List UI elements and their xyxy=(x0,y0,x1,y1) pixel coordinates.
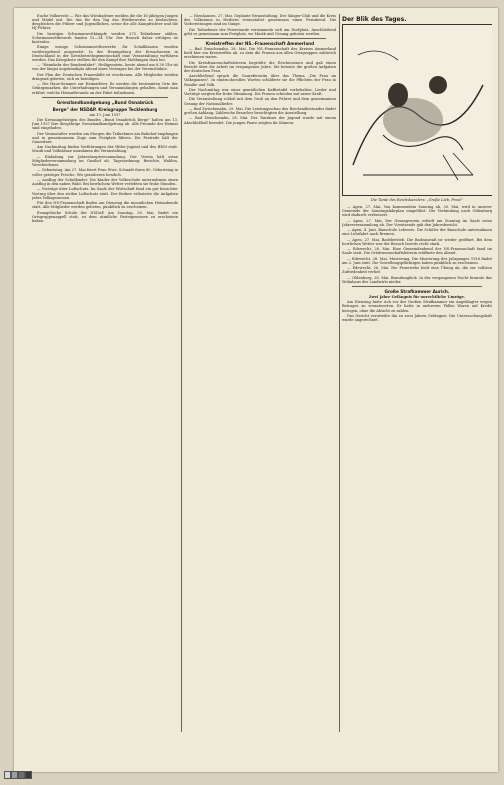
column-rule xyxy=(181,14,182,732)
cartoon-caption: Die Tante des Reichskanzlers: „Große Lieb, Frau!" xyxy=(370,198,464,202)
column-right xyxy=(342,14,492,734)
paragraph: Die heutigen Schwimmwettkämpfe werden 275 Teilnehmer zählen. Schwimmwettbewerb fanden 12—14 Uhr. Der Besuch daher erfolgen ist kostenlos. xyxy=(32,31,178,45)
paragraph: — Bad Zwischenahn, 28. Mai. Der Tanzkurs der Jugend wurde mit einem Abschlußball beendet. Die jungen Paare zeigten ihr Können. xyxy=(184,116,336,125)
cartoon-drawing xyxy=(343,25,492,195)
article-subheading: Zwei Jahre Gefängnis für unrechtliche Umzüge. xyxy=(368,295,466,300)
divider xyxy=(352,286,482,287)
paragraph: — "Heimkehr der Bombenfahrt". Heiligenstein, heute abend um 8.30 Uhr ist von der längst angekündigte Abend eines Vortrages bei der Vereinsbühne. xyxy=(32,63,178,72)
paragraph: — Apen, 27. Mai. Von kommendem Sonntag ab, 30. Mai, wird in unserer Gemeinde der Sonntagsfahrplan eingeführt. Die Verbindung nach Oldenburg wird dadurch verbessert. xyxy=(342,205,492,218)
article-heading: Kreistreffen der NS.-Frauenschaft Ammerland xyxy=(205,40,315,46)
newspaper-page xyxy=(14,8,498,772)
paragraph: — Edewecht, 28. Mai. Musterung. Die Musterung des Jahrganges 1916 findet am 2. Juni statt. Die Gestellungspflichtigen haben pünktlich zu erscheinen. xyxy=(342,256,492,265)
paragraph: — Geburtstag. Am 27. Mai feiert Frau Wwe. Schmidt ihren 80. Geburtstag in voller geistiger Frische. Wir gratulieren herzlich. xyxy=(32,168,178,177)
paragraph: Das Gericht verurteilte ihn zu zwei Jahren Gefängnis. Die Untersuchungshaft wurde angerechnet. xyxy=(342,313,492,323)
paragraph: — Nienhausen, 27. Mai. Geplante Veranstaltung. Der Sänger-Club und die Kreis des Volkstums in Herbern veranstaltet gemeinsam einen Festabend. Die Vorbereitungen sind im Gange. xyxy=(184,14,336,27)
paragraph: Die Veranstaltung schloß mit dem Gruß an den Führer und dem gemeinsamen Gesang der Nationallieder. xyxy=(184,97,336,106)
article-date: am 13. Juni 1937 xyxy=(89,112,121,117)
paragraph: — Bad Zwischenahn, 29. Mai. Die Leistungsschau des Reichsnährstandes findet großen Anklang. Zahlreiche Besucher besichtigten die Ausstellung. xyxy=(184,106,336,116)
paragraph: Anschließend sprach die Gaureferentin über das Thema „Die Frau im Volksganzen". In eindrucksvollen Worten schilderte sie die Pflichten der Frau in Familie und Volk. xyxy=(184,74,336,87)
paragraph: — Die Haus-Sommer zur Heimatfeier. Es werden die bestimmten Orte der Gebirgsmarken, die Unterhaltungen und Versammlungen gehalten, damit man erfährt, welche Heimatfreunde an der Fahrt teilnehmen. xyxy=(32,82,178,95)
article-heading-continued: Berge" der NSDAP. Kreisgruppe Tecklenburg xyxy=(52,106,158,112)
article-heading: Grenzlandkundgebung „Bund Osnabrück xyxy=(56,99,154,105)
paragraph: — Vorträge über Luftschutz. Im Saale der Wirtschaft fand ein gut besuchter Vortrag über den zivilen Luftschutz statt. Der Redner erläuterte die Aufgaben jedes Volksgenossen. xyxy=(32,187,178,200)
paragraph: Euche Volksrecht — Wie das Wiesbadener melden die die 16 jährigen Jungen und Mädel mit. Die das für den Tag das Wettbewerbs zu beobachten, desgleichen die Führer und Jugendlichen, sowie die alle Kampfrichter und die HJ-Führer. xyxy=(32,14,178,31)
paragraph: — Apen, 27. Mai. Badebetrieb. Die Badeanstalt ist wieder geöffnet. Bei dem herrlichen Wetter war der Besuch bereits recht stark. xyxy=(342,237,492,246)
paragraph: Einige wenige Schwimmwettbewerbe für Schulklassen wurden vorübergehend ausgesetzt. In der Hennigsberg der Erwachsenen in Deutschland in der Kreisbetriebsgemeinschaft eine Veranstaltung vorführen werden. Das Kriegsbote stellten für den Kampf ihre Meldungen dazu bei. xyxy=(32,45,178,62)
paragraph: — Ausflug der Schulkinder. Die Kinder der Volksschule unternahmen einen Ausflug in den nahen Wald. Bei herrlichem Wetter verlebten sie frohe Stunden. xyxy=(32,177,178,187)
paragraph: Für den NS-Frauenschaft finden am Dienstag die monatlichen Heimabende statt. Alle Mitglieder werden gebeten, pünktlich zu erscheinen. xyxy=(32,201,178,210)
cartoon-illustration xyxy=(342,24,492,196)
paragraph: Am Nachmittag finden Vorführungen der Hitler-Jugend und des BDM statt. Musik und Volkstänze umrahmen die Veranstaltung. xyxy=(32,145,178,154)
paragraph: Am Dienstag hatte sich vor der Großen Strafkammer ein Angeklagter wegen Betruges zu verantworten. Er hatte in mehreren Fällen Waren auf Kredit bezogen, ohne die Absicht zu zahlen. xyxy=(342,300,492,313)
divider xyxy=(194,38,326,39)
paragraph: — Einladung zur Jahreshauptversammlung. Der Verein hält seine Mitgliederversammlung im Gasthof ab. Tagesordnung: Berichte, Wahlen, Verschiedenes. xyxy=(32,154,178,168)
paragraph: Die Kreisfrauenschaftsleiterin begrüßte die Erschienenen und gab einen Bericht über die Arbeit im vergangenen Jahre. Sie betonte die großen Aufgaben der deutschen Frau. xyxy=(184,60,336,73)
paragraph: — Edewecht, 28. Mai. Eine Gemeindeabend der NS-Frauenschaft fand im Saale statt. Die Ortsfrauenschaftsleiterin eröffnete den Abend. xyxy=(342,247,492,256)
paragraph: Die Kreisangehörigen des Bundes „Bund Osnabrück Berge" halten am 13. Juni 1937 ihre diesjährige Grenzlandkundgebung ab. Alle Freunde der Heimat sind eingeladen. xyxy=(32,117,178,131)
column-rule xyxy=(339,14,340,732)
paragraph: — Apen, 4. Juni. Bauschule Lefeners. Die Schüler der Bauschule unternahmen eine Lehrfahrt nach Bremen. xyxy=(342,228,492,237)
paragraph: Der Veranstalter werden am Morgen die Teilnehmer am Bahnhof empfangen und in gemeinsamem Zuge zum Festplatz führen. Die Festrede hält der Gauredner. xyxy=(32,131,178,144)
column-left xyxy=(32,14,178,734)
paragraph: Der Nachmittag war einer gemütlichen Kaffeetafel vorbehalten. Lieder und Vorträge sorgten für frohe Stimmung. Die Frauen schieden mit neuer Kraft. xyxy=(184,87,336,97)
color-calibration-strip xyxy=(4,771,32,779)
paragraph: Die Teilnehmer der Feierstunde versammeln sich am Dorfplatz. Anschließend geht es gemeinsam zum Festplatz, wo Musik und Gesang geboten werden. xyxy=(184,27,336,36)
column-middle xyxy=(184,14,336,734)
paragraph: — Apen, 27. Mai. Der Gesangverein erhielt am Sonntag im Saale seine Jahresversammlung ab. Der Vorsitzende gab den Jahresbericht. xyxy=(342,218,492,227)
article-heading: Große Strafkammer Aurich. xyxy=(384,289,450,295)
divider xyxy=(42,97,168,98)
paragraph: — Edewecht, 26. Mai. Die Feuerwehr hielt eine Übung ab, die zur vollsten Zufriedenheit verlief. xyxy=(342,266,492,275)
paragraph: — Bad Zwischenahn, 28. Mai. Die NS.-Frauenschaft des Kreises Ammerland hielt hier ein Kreistreffen ab, zu dem die Frauen aus allen Ortsgruppen zahlreich erschienen waren. xyxy=(184,46,336,60)
paragraph: — Oldenburg, 28. Mai. Brandunglück. In der vergangenen Nacht brannte das Wohnhaus des Landwirts nieder. xyxy=(342,275,492,284)
paragraph: Evangelische Schule der NSDAP. Am Sonntag, 30. Mai, findet ein Ortsgruppenappell statt, zu dem sämtliche Parteigenossen zu erscheinen haben. xyxy=(32,210,178,223)
cartoon-heading: Der Blik des Tages. xyxy=(342,16,407,23)
paragraph: Der Plan der Deutschen Frauenhilfe ist erschienen. Alle Mitglieder werden dringend gebeten, sich zu beteiligen. xyxy=(32,72,178,81)
